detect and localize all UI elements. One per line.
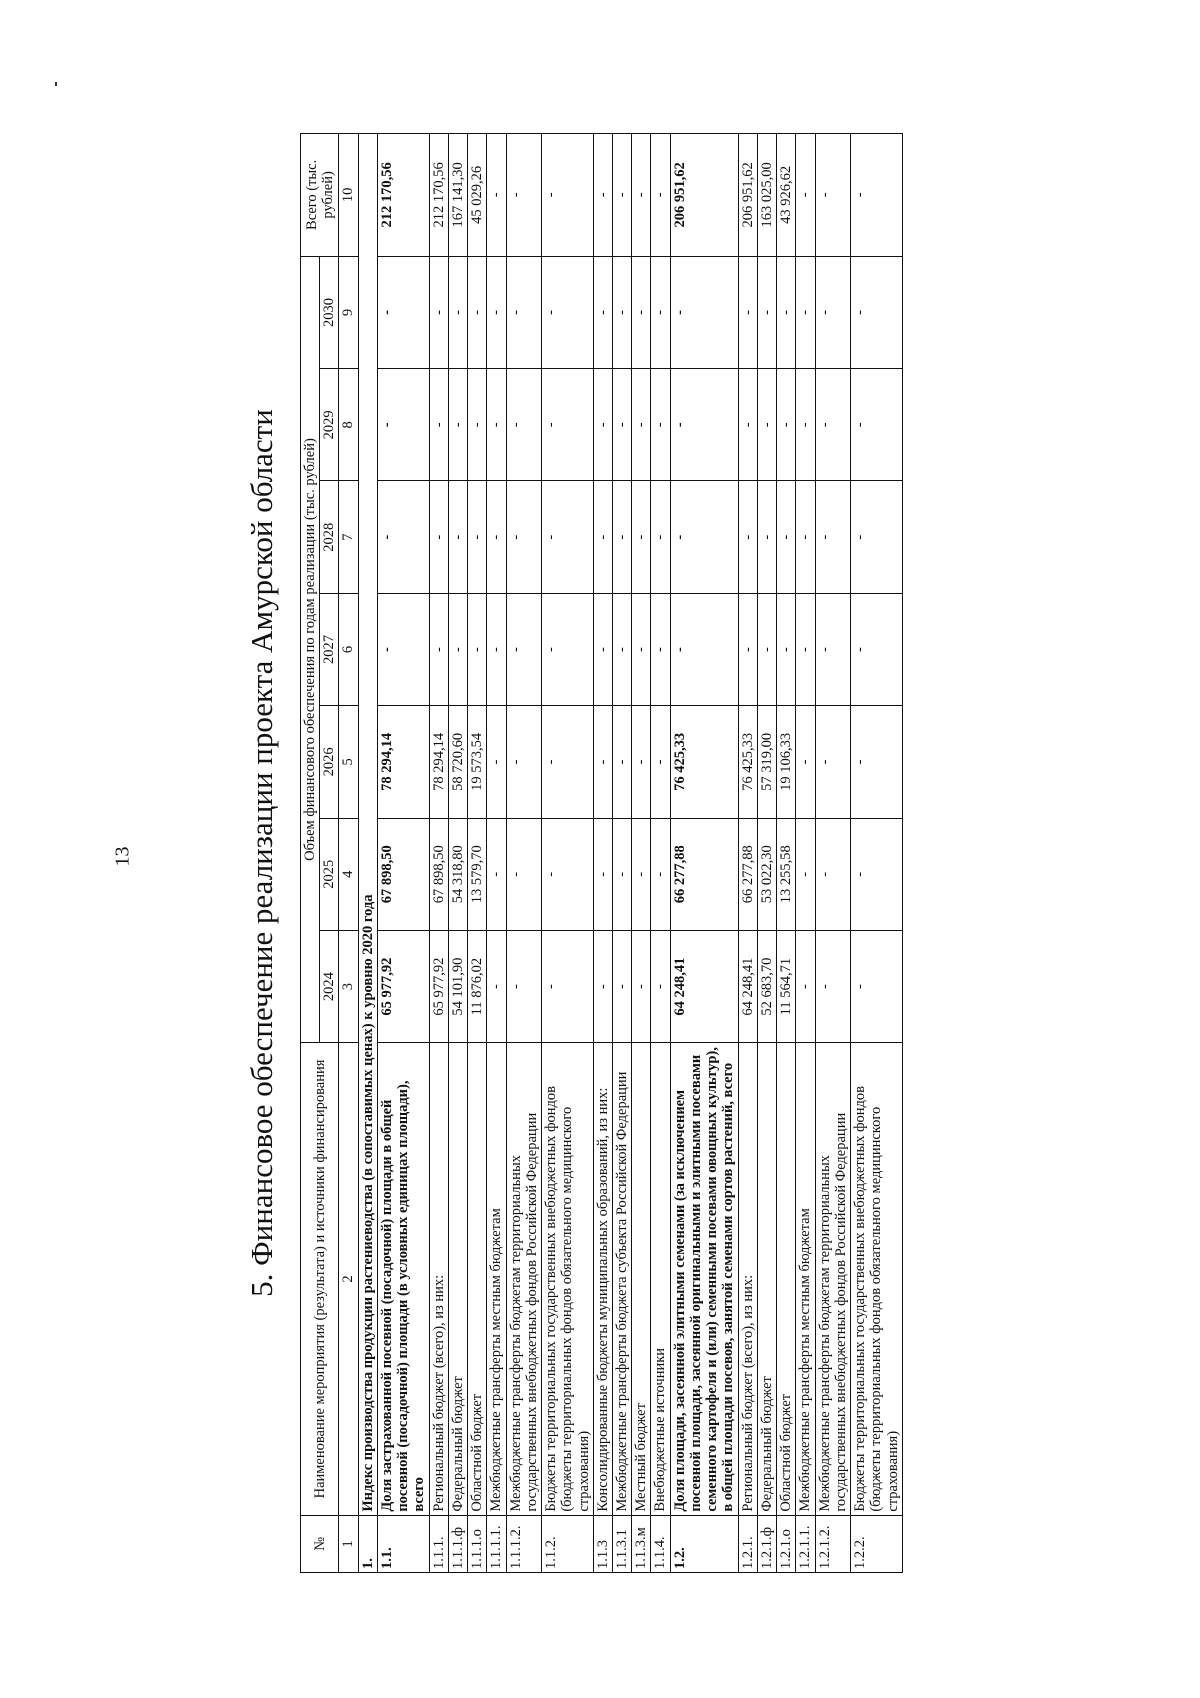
row-value: 19 106,33 <box>777 706 796 818</box>
row-value: - <box>593 256 612 368</box>
row-value: - <box>670 369 738 481</box>
row-value: - <box>796 256 815 368</box>
row-value: - <box>506 481 541 593</box>
row-number: 1.2.2. <box>851 1515 903 1572</box>
row-total: 167 141,30 <box>448 134 467 257</box>
row-total: 212 170,56 <box>377 134 429 257</box>
row-value: - <box>506 818 541 930</box>
document-title: 5. Финансовое обеспечение реализации проекта Амурской области <box>244 409 279 1297</box>
row-value: - <box>377 593 429 705</box>
table-row <box>815 134 850 1573</box>
row-value: - <box>651 369 670 481</box>
row-value: - <box>593 481 612 593</box>
row-number: 1.2. <box>670 1515 738 1572</box>
row-name: Межбюджетные трансферты местным бюджетам <box>796 1043 815 1515</box>
row-total: - <box>796 134 815 257</box>
table-row <box>738 134 757 1573</box>
row-value: 64 248,41 <box>738 930 757 1042</box>
row-total: - <box>851 134 903 257</box>
row-value: 64 248,41 <box>670 930 738 1042</box>
row-value: - <box>796 593 815 705</box>
row-value: - <box>632 256 651 368</box>
row-value: - <box>651 256 670 368</box>
row-number: 1.1.3.м <box>632 1515 651 1572</box>
row-value: - <box>670 593 738 705</box>
row-value: - <box>632 818 651 930</box>
row-value: - <box>815 369 850 481</box>
row-value: 58 720,60 <box>448 706 467 818</box>
row-value: - <box>487 593 506 705</box>
row-name: Межбюджетные трансферты бюджета субъекта Российской Федерации <box>612 1043 631 1515</box>
row-value: - <box>651 930 670 1042</box>
row-value: - <box>651 818 670 930</box>
row-value: - <box>593 818 612 930</box>
row-value: - <box>593 930 612 1042</box>
row-name: Доля площади, засеянной элитными семенами (за исключением посевной площади, засеянной оригинальными и элитными посевами семенного картофеля и (или) семенными посевами овощных культур), в общей площади посевов, занятой семенами сортов растений, всего <box>670 1043 738 1515</box>
row-value: - <box>796 369 815 481</box>
section-number: 1. <box>358 1515 377 1572</box>
table-row <box>632 134 651 1573</box>
row-value: - <box>487 930 506 1042</box>
row-value: 11 564,71 <box>777 930 796 1042</box>
row-value: 11 876,02 <box>468 930 487 1042</box>
rotated-page-content <box>230 133 1188 1573</box>
row-name: Федеральный бюджет <box>448 1043 467 1515</box>
col-number: 9 <box>339 256 358 368</box>
row-value: - <box>448 593 467 705</box>
row-value: - <box>487 706 506 818</box>
row-number: 1.1.2. <box>542 1515 594 1572</box>
row-value: - <box>612 256 631 368</box>
col-number: 1 <box>339 1515 358 1572</box>
row-value: - <box>757 481 776 593</box>
row-value: - <box>777 369 796 481</box>
row-value: - <box>815 481 850 593</box>
row-value: - <box>738 593 757 705</box>
row-value: 13 579,70 <box>468 818 487 930</box>
row-value: - <box>542 593 594 705</box>
row-value: 65 977,92 <box>429 930 448 1042</box>
table-row <box>593 134 612 1573</box>
table-row <box>448 134 467 1573</box>
header-year: 2027 <box>320 593 339 705</box>
row-name: Внебюджетные источники <box>651 1043 670 1515</box>
row-value: - <box>612 706 631 818</box>
row-name: Федеральный бюджет <box>757 1043 776 1515</box>
table-row <box>468 134 487 1573</box>
row-value: - <box>815 706 850 818</box>
row-value: - <box>632 593 651 705</box>
row-value: - <box>851 481 903 593</box>
row-value: - <box>377 369 429 481</box>
header-name: Наименование мероприятия (результата) и источники финансирования <box>301 1043 339 1515</box>
table-row <box>651 134 670 1573</box>
row-name: Доля застрахованной посевной (посадочной) площади в общей посевной (посадочной) площади (в условных единицах площади), всего <box>377 1043 429 1515</box>
row-value: - <box>796 930 815 1042</box>
row-value: - <box>851 369 903 481</box>
col-number: 4 <box>339 818 358 930</box>
row-value: - <box>777 481 796 593</box>
row-value: - <box>796 481 815 593</box>
row-total: - <box>632 134 651 257</box>
row-value: - <box>487 256 506 368</box>
row-value: - <box>506 706 541 818</box>
table-row <box>777 134 796 1573</box>
row-value: 52 683,70 <box>757 930 776 1042</box>
financial-table <box>300 133 903 1573</box>
row-value: - <box>612 930 631 1042</box>
header-volume: Объем финансового обеспечения по годам реализации (тыс. рублей) <box>301 256 320 1043</box>
row-value: - <box>851 930 903 1042</box>
header-year: 2026 <box>320 706 339 818</box>
row-value: - <box>851 593 903 705</box>
row-value: - <box>487 818 506 930</box>
row-value: - <box>796 706 815 818</box>
row-value: 13 255,58 <box>777 818 796 930</box>
row-value: - <box>506 256 541 368</box>
row-value: - <box>487 481 506 593</box>
stray-mark <box>55 82 57 86</box>
col-number: 10 <box>339 134 358 257</box>
header-no: № <box>301 1515 339 1572</box>
row-number: 1.1.1. <box>429 1515 448 1572</box>
row-value: - <box>377 256 429 368</box>
row-name: Местный бюджет <box>632 1043 651 1515</box>
col-number: 3 <box>339 930 358 1042</box>
row-value: - <box>632 369 651 481</box>
row-value: - <box>506 593 541 705</box>
row-value: - <box>542 818 594 930</box>
table-row <box>757 134 776 1573</box>
table-row <box>506 134 541 1573</box>
row-name: Бюджеты территориальных государственных внебюджетных фондов (бюджеты территориальных фондов обязательного медицинского страхования) <box>542 1043 594 1515</box>
row-number: 1.1.3 <box>593 1515 612 1572</box>
row-value: - <box>468 256 487 368</box>
row-value: 78 294,14 <box>429 706 448 818</box>
header-year: 2028 <box>320 481 339 593</box>
col-number: 8 <box>339 369 358 481</box>
row-value: - <box>612 369 631 481</box>
row-number: 1.1.1.1. <box>487 1515 506 1572</box>
row-value: - <box>468 369 487 481</box>
row-value: 54 318,80 <box>448 818 467 930</box>
row-value: 76 425,33 <box>738 706 757 818</box>
page-number: 13 <box>111 846 134 867</box>
row-value: - <box>429 369 448 481</box>
row-value: 66 277,88 <box>738 818 757 930</box>
row-total: - <box>487 134 506 257</box>
row-total: 45 029,26 <box>468 134 487 257</box>
table-row <box>851 134 903 1573</box>
row-value: - <box>632 930 651 1042</box>
row-name: Региональный бюджет (всего), из них: <box>429 1043 448 1515</box>
row-value: - <box>468 593 487 705</box>
table-row <box>487 134 506 1573</box>
header-total: Всего (тыс. рублей) <box>301 134 339 257</box>
row-number: 1.1.4. <box>651 1515 670 1572</box>
row-value: 65 977,92 <box>377 930 429 1042</box>
row-value: - <box>815 930 850 1042</box>
row-number: 1.1.1.2. <box>506 1515 541 1572</box>
row-value: - <box>632 706 651 818</box>
row-total: - <box>815 134 850 257</box>
row-value: - <box>612 593 631 705</box>
row-value: - <box>670 256 738 368</box>
row-total: 212 170,56 <box>429 134 448 257</box>
row-value: - <box>738 369 757 481</box>
row-number: 1.1. <box>377 1515 429 1572</box>
row-value: - <box>851 256 903 368</box>
row-total: - <box>506 134 541 257</box>
row-value: - <box>468 481 487 593</box>
row-number: 1.1.1.ф <box>448 1515 467 1572</box>
row-value: - <box>429 256 448 368</box>
col-number: 7 <box>339 481 358 593</box>
header-year: 2030 <box>320 256 339 368</box>
row-value: - <box>612 481 631 593</box>
row-value: - <box>757 369 776 481</box>
row-name: Областной бюджет <box>468 1043 487 1515</box>
row-value: - <box>651 593 670 705</box>
row-value: - <box>851 818 903 930</box>
row-number: 1.2.1.1. <box>796 1515 815 1572</box>
row-name: Консолидированные бюджеты муниципальных образований, из них: <box>593 1043 612 1515</box>
row-total: 163 025,00 <box>757 134 776 257</box>
row-value: - <box>757 593 776 705</box>
table-row <box>377 134 429 1573</box>
row-value: - <box>815 818 850 930</box>
row-value: 67 898,50 <box>429 818 448 930</box>
row-value: - <box>612 818 631 930</box>
row-total: - <box>612 134 631 257</box>
row-number: 1.2.1. <box>738 1515 757 1572</box>
header-col-numbers-row <box>339 134 358 1573</box>
row-value: - <box>429 593 448 705</box>
row-value: - <box>542 706 594 818</box>
row-value: 76 425,33 <box>670 706 738 818</box>
row-value: - <box>429 481 448 593</box>
col-number: 5 <box>339 706 358 818</box>
row-value: 53 022,30 <box>757 818 776 930</box>
row-value: - <box>777 256 796 368</box>
row-value: 19 573,54 <box>468 706 487 818</box>
row-value: - <box>448 369 467 481</box>
row-number: 1.2.1.ф <box>757 1515 776 1572</box>
row-value: - <box>506 930 541 1042</box>
row-value: - <box>757 256 776 368</box>
row-name: Областной бюджет <box>777 1043 796 1515</box>
row-value: - <box>542 930 594 1042</box>
row-value: - <box>542 369 594 481</box>
table-row <box>670 134 738 1573</box>
row-value: - <box>593 369 612 481</box>
header-year: 2025 <box>320 818 339 930</box>
row-name: Бюджеты территориальных государственных внебюджетных фондов (бюджеты территориальных фондов обязательного медицинского страхования) <box>851 1043 903 1515</box>
row-name: Межбюджетные трансферты местным бюджетам <box>487 1043 506 1515</box>
row-number: 1.1.3.1 <box>612 1515 631 1572</box>
table-row <box>542 134 594 1573</box>
row-value: - <box>815 256 850 368</box>
row-value: - <box>651 481 670 593</box>
row-value: - <box>593 593 612 705</box>
row-total: 206 951,62 <box>738 134 757 257</box>
row-value: - <box>506 369 541 481</box>
row-value: - <box>738 481 757 593</box>
row-value: - <box>377 481 429 593</box>
row-value: - <box>670 481 738 593</box>
row-value: - <box>542 256 594 368</box>
row-total: - <box>593 134 612 257</box>
row-value: 67 898,50 <box>377 818 429 930</box>
table-body <box>358 134 902 1573</box>
section-title: Индекс производства продукции растениеводства (в сопоставимых ценах) к уровню 2020 года <box>358 134 377 1516</box>
row-value: - <box>593 706 612 818</box>
row-value: 78 294,14 <box>377 706 429 818</box>
row-number: 1.1.1.о <box>468 1515 487 1572</box>
table-row <box>612 134 631 1573</box>
row-value: 66 277,88 <box>670 818 738 930</box>
row-value: - <box>487 369 506 481</box>
header-year: 2024 <box>320 930 339 1042</box>
row-value: - <box>651 706 670 818</box>
row-value: - <box>851 706 903 818</box>
row-value: - <box>448 256 467 368</box>
row-value: - <box>738 256 757 368</box>
row-name: Межбюджетные трансферты бюджетам территориальных государственных внебюджетных фондов Российской Федерации <box>815 1043 850 1515</box>
header-year: 2029 <box>320 369 339 481</box>
row-value: - <box>815 593 850 705</box>
row-name: Межбюджетные трансферты бюджетам территориальных государственных внебюджетных фондов Российской Федерации <box>506 1043 541 1515</box>
row-total: 43 926,62 <box>777 134 796 257</box>
row-total: - <box>651 134 670 257</box>
section-row <box>358 134 377 1573</box>
table-row <box>429 134 448 1573</box>
row-value: - <box>777 593 796 705</box>
row-total: - <box>542 134 594 257</box>
row-total: 206 951,62 <box>670 134 738 257</box>
row-value: 54 101,90 <box>448 930 467 1042</box>
table-row <box>796 134 815 1573</box>
row-name: Региональный бюджет (всего), из них: <box>738 1043 757 1515</box>
col-number: 2 <box>339 1043 358 1515</box>
row-value: - <box>448 481 467 593</box>
row-value: - <box>796 818 815 930</box>
row-value: 57 319,00 <box>757 706 776 818</box>
col-number: 6 <box>339 593 358 705</box>
row-value: - <box>542 481 594 593</box>
row-number: 1.2.1.о <box>777 1515 796 1572</box>
row-number: 1.2.1.2. <box>815 1515 850 1572</box>
row-value: - <box>632 481 651 593</box>
